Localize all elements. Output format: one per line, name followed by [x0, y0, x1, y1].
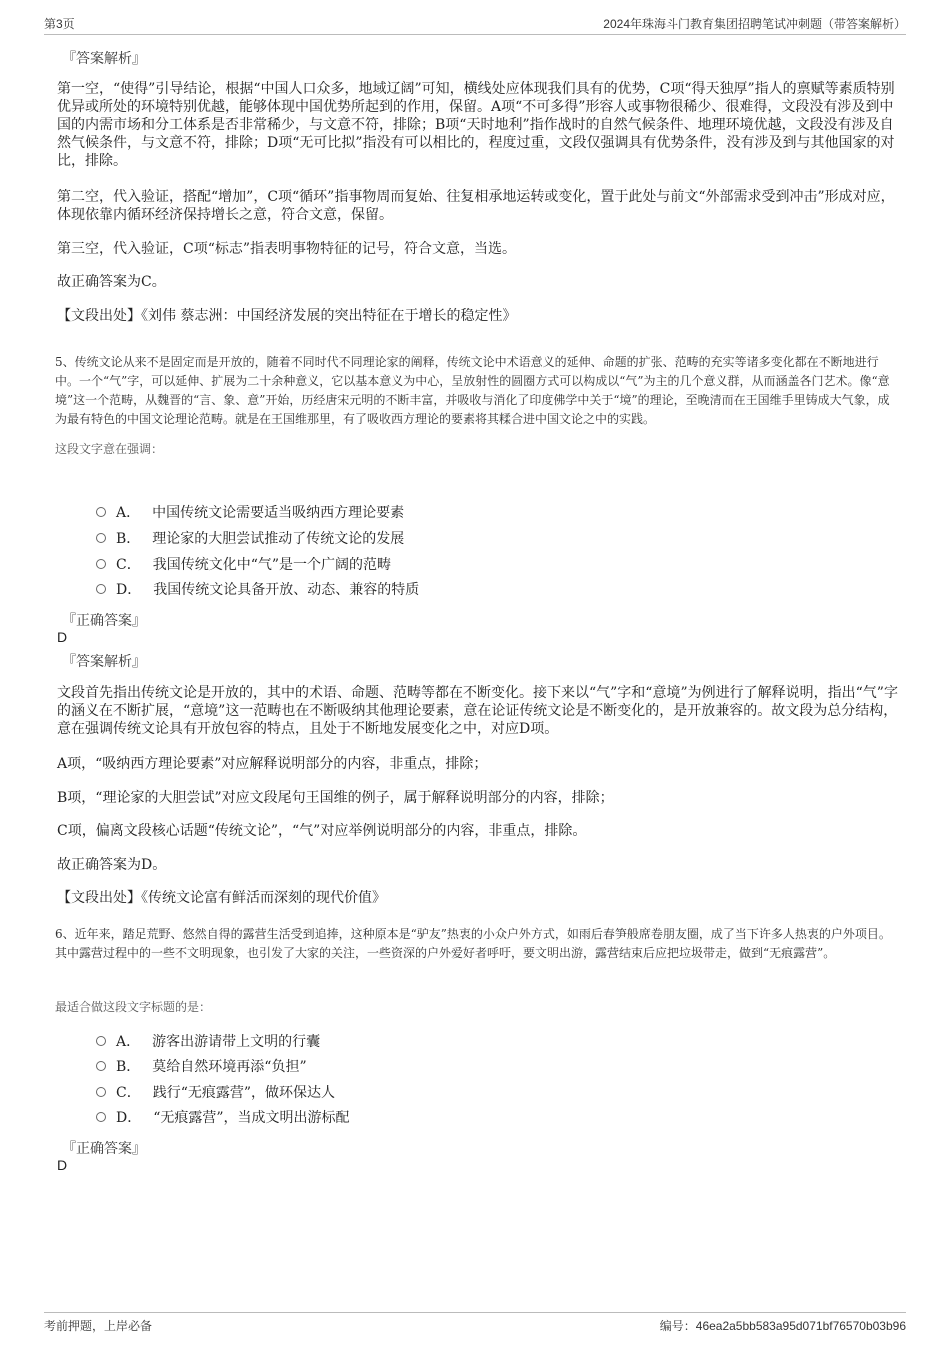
q4-analysis-para-1: 第一空，“使得”引导结论，根据“中国人口众多，地域辽阔”可知，横线处应体现我们具有的优势，C项“得天独厚”指人的禀赋等素质特别优异或所处的环境特别优越，能够体现中国优势所起到的作用，保留。A项“不可多得”形容人或事物很稀少、很难得，文段没有涉及到中国的内需市场和分工体系是否非常稀少，与文意不符，排除；B项“天时地利”指作战时的自然气候条件、地理环境优越，文段没有涉及自然气候条件，与文意不符，排除；D项“无可比拟”指没有可以相比的，程度过重，文段仅强调具有优势条件，没有涉及到与其他国家的对比，排除。: [57, 81, 895, 169]
q5-option-b[interactable]: B． 理论家的大胆尝试推动了传统文论的发展: [96, 529, 404, 549]
document-title: 2024年珠海斗门教育集团招聘笔试冲刺题（带答案解析）: [603, 17, 906, 31]
q5-analysis-label: 『答案解析』: [62, 654, 146, 670]
footer-slogan: 考前押题，上岸必备: [44, 1319, 153, 1333]
q4-analysis-label: 『答案解析』: [62, 51, 146, 67]
radio-icon[interactable]: [96, 1061, 106, 1071]
q5-conclusion: 故正确答案为D。: [57, 857, 167, 873]
page-footer: [44, 1312, 906, 1337]
q6-correct-label: 『正确答案』: [62, 1141, 146, 1157]
page-header: [44, 12, 906, 35]
q4-analysis-para-2: 第二空，代入验证，搭配“增加”，C项“循环”指事物周而复始、往复相承地运转或变化，置于此处与前文“外部需求受到冲击”形成对应，体现依靠内循环经济保持增长之意，符合文意，保留。: [57, 189, 895, 223]
radio-icon[interactable]: [96, 1112, 106, 1122]
radio-icon[interactable]: [96, 559, 106, 569]
radio-icon[interactable]: [96, 1087, 106, 1097]
q6-stem: 6、近年来，踏足荒野、悠然自得的露营生活受到追捧，这种原本是“驴友”热衷的小众户外方式，如雨后春笋般席卷朋友圈，成了当下许多人热衷的户外项目。其中露营过程中的一些不文明现象，也引发了大家的关注，一些资深的户外爱好者呼吁，要文明出游，露营结束后应把垃圾带走，做到“无痕露营”。: [55, 927, 891, 960]
q5-correct-answer: D: [57, 629, 68, 645]
q6-correct-answer: D: [57, 1157, 68, 1173]
q6-option-c[interactable]: C． 践行“无痕露营”，做环保达人: [96, 1083, 335, 1103]
radio-icon[interactable]: [96, 1036, 106, 1046]
q5-analysis-para-1: 文段首先指出传统文论是开放的，其中的术语、命题、范畴等都在不断变化。接下来以“气”字和“意境”为例进行了解释说明，指出“气”字的涵义在不断扩展，“意境”这一范畴也在不断吸纳其他理论要素，意在论证传统文论是不断变化的，是开放兼容的。故文段为总分结构，意在强调传统文论具有开放包容的特点，且处于不断地发展变化之中，对应D项。: [57, 685, 898, 737]
q4-conclusion: 故正确答案为C。: [57, 274, 166, 290]
radio-icon[interactable]: [96, 584, 106, 594]
q5-analysis-para-4: C项，偏离文段核心话题“传统文论”，“气”对应举例说明部分的内容，非重点，排除。: [57, 823, 587, 839]
q5-analysis-para-3: B项，“理论家的大胆尝试”对应文段尾句王国维的例子，属于解释说明部分的内容，排除；: [57, 790, 614, 806]
page-number: 第3页: [44, 17, 75, 31]
q5-option-c[interactable]: C． 我国传统文化中“气”是一个广阔的范畴: [96, 555, 391, 575]
q6-option-d[interactable]: D． “无痕露营”，当成文明出游标配: [96, 1108, 350, 1128]
q4-source: 【文段出处】《刘伟 蔡志洲：中国经济发展的突出特征在于增长的稳定性》: [57, 308, 517, 324]
q5-option-a[interactable]: A． 中国传统文论需要适当吸纳西方理论要素: [96, 503, 404, 523]
q5-source: 【文段出处】《传统文论富有鲜活而深刻的现代价值》: [57, 890, 386, 906]
radio-icon[interactable]: [96, 507, 106, 517]
q6-question: 最适合做这段文字标题的是：: [55, 1000, 212, 1014]
footer-doc-id: 编号：46ea2a5bb583a95d071bf76570b03b96: [659, 1319, 906, 1333]
q5-question: 这段文字意在强调：: [55, 442, 164, 456]
q5-correct-label: 『正确答案』: [62, 613, 146, 629]
q5-option-d[interactable]: D． 我国传统文论具备开放、动态、兼容的特质: [96, 580, 419, 600]
q6-option-b[interactable]: B． 莫给自然环境再添“负担”: [96, 1057, 307, 1077]
q5-analysis-para-2: A项，“吸纳西方理论要素”对应解释说明部分的内容，非重点，排除；: [57, 756, 488, 772]
q6-option-a[interactable]: A． 游客出游请带上文明的行囊: [96, 1032, 320, 1052]
q5-stem: 5、传统文论从来不是固定而是开放的，随着不同时代不同理论家的阐释，传统文论中术语意义的延伸、命题的扩张、范畴的充实等诸多变化都在不断地进行中。一个“气”字，可以延伸、扩展为二十余种意义，它以基本意义为中心，呈放射性的圆圈方式可以构成以“气”为主的几个意义群，从而涵盖各门艺术。像“意境”这一个范畴，从魏晋的“言、象、意”开始，历经唐宋元明的不断丰富，并吸收与消化了印度佛学中关于“境”的理论，至晚清而在王国维手里铸成大气象，成为最有特色的中国文论理论范畴。就是在王国维那里，有了吸收西方理论的要素将其糅合进中国文论之中的实践。: [55, 355, 890, 426]
radio-icon[interactable]: [96, 533, 106, 543]
q4-analysis-para-3: 第三空，代入验证，C项“标志”指表明事物特征的记号，符合文意，当选。: [57, 241, 517, 257]
